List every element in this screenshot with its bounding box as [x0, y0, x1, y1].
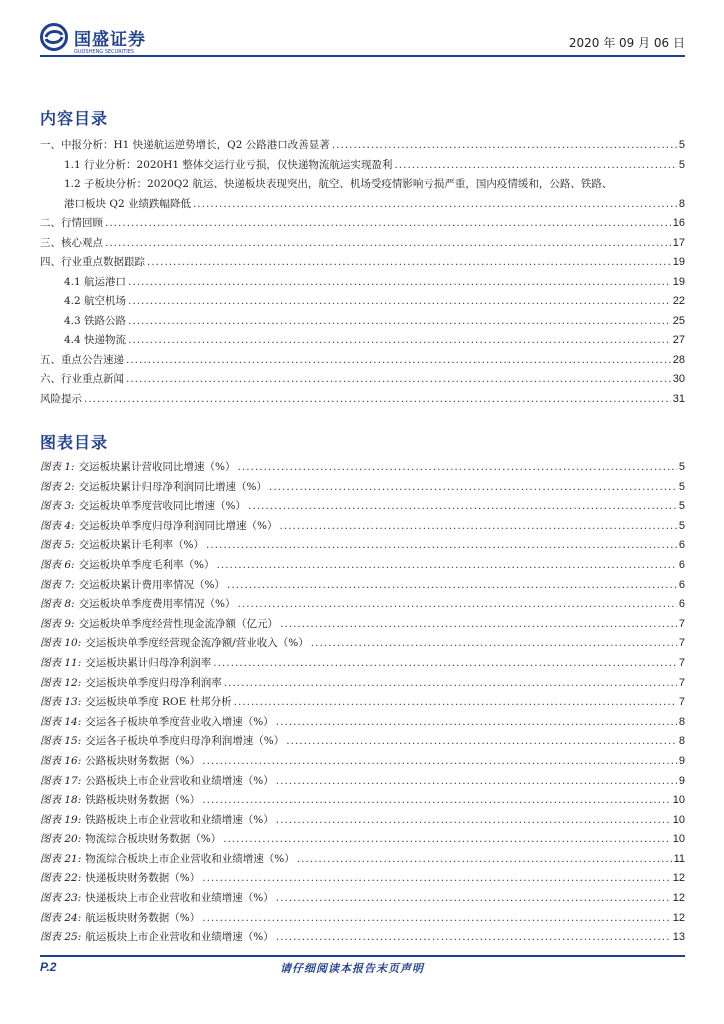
figure-entry-label: 航运板块上市企业营收和业绩增速（%）	[85, 931, 274, 944]
figure-entry-number: 图表 24:	[40, 911, 82, 924]
toc-entry-page: 25	[672, 314, 685, 327]
figure-entry-label: 物流综合板块财务数据（%）	[85, 833, 222, 846]
toc-entry[interactable]	[40, 156, 685, 176]
figure-entry-number: 图表 7:	[40, 578, 75, 591]
toc-entry[interactable]	[40, 175, 685, 195]
figure-entry-page: 6	[678, 558, 685, 571]
toc-leader-dots	[84, 390, 671, 410]
toc-entry-label: 一、中报分析：H1 快递航运逆势增长，Q2 公路港口改善显著	[40, 139, 330, 151]
figure-entry-page: 6	[678, 578, 685, 591]
figure-entry-page: 7	[678, 676, 685, 689]
figure-entry-number: 图表 20:	[40, 833, 82, 846]
figure-entry[interactable]	[40, 615, 685, 635]
figure-entry-label: 铁路板块财务数据（%）	[85, 794, 201, 807]
toc-entry-page: 5	[678, 139, 685, 151]
toc-leader-dots	[128, 292, 671, 312]
figure-entry[interactable]	[40, 889, 685, 909]
figure-entry-page: 6	[678, 539, 685, 552]
figure-entry-label: 交运板块单季度毛利率（%）	[78, 558, 215, 571]
figure-entry-label: 交运板块单季度经营现金流净额/营业收入（%）	[85, 637, 309, 650]
header-divider	[40, 55, 685, 57]
brand-name: 国盛证券	[74, 29, 146, 50]
figure-entry-page: 12	[672, 892, 685, 905]
figure-entry-number: 图表 1:	[40, 461, 75, 473]
figure-entry[interactable]	[40, 909, 685, 929]
toc-entry-label: 六、行业重点新闻	[40, 373, 124, 385]
figure-entry[interactable]	[40, 458, 685, 478]
figure-entry-number: 图表 6:	[40, 558, 75, 571]
figure-leader-dots	[311, 634, 677, 654]
figure-entry-number: 图表 16:	[40, 754, 82, 767]
toc-entry-page: 22	[672, 295, 685, 307]
figure-entry-label: 交运板块累计费用率情况（%）	[78, 578, 226, 591]
disclaimer-note: 请仔细阅读本报告末页声明	[280, 962, 424, 975]
toc-entry-label: 五、重点公告速递	[40, 353, 124, 366]
toc-entry-page: 16	[672, 217, 685, 229]
toc-entry-page: 19	[672, 256, 685, 268]
page-number: P.2	[40, 960, 57, 974]
figure-entry-number: 图表 18:	[40, 794, 82, 807]
figure-leader-dots	[202, 909, 671, 929]
figure-entry-page: 5	[678, 519, 685, 532]
figure-entry-page: 12	[672, 872, 685, 885]
toc-entry-page: 8	[678, 197, 685, 210]
toc-leader-dots	[394, 156, 676, 176]
figure-entry-number: 图表 25:	[40, 931, 82, 944]
toc-entry[interactable]	[40, 390, 685, 410]
figure-entry-label: 交运板块单季度 ROE 杜邦分析	[85, 696, 232, 709]
figure-entry-number: 图表 17:	[40, 774, 82, 787]
toc-leader-dots	[105, 214, 671, 234]
figure-entry-page: 10	[672, 794, 685, 807]
figure-entry[interactable]	[40, 674, 685, 694]
brand-logo	[40, 23, 146, 51]
toc-entry[interactable]	[40, 214, 685, 234]
figure-leader-dots	[276, 889, 671, 909]
figure-leader-dots	[202, 791, 671, 811]
toc-entry-label: 4.1 航运港口	[64, 275, 127, 288]
figure-entry-number: 图表 4:	[40, 519, 75, 532]
contents-title: 内容目录	[40, 109, 109, 128]
toc-entry-page: 5	[678, 158, 685, 171]
figure-entry[interactable]	[40, 928, 685, 948]
figure-entry-number: 图表 14:	[40, 715, 82, 728]
figure-entry[interactable]	[40, 811, 685, 831]
figure-entry-label: 交运各子板块单季度营业收入增速（%）	[85, 715, 274, 728]
figure-leader-dots	[223, 830, 671, 850]
figure-entry-page: 6	[678, 598, 685, 611]
figure-entry-label: 交运各子板块单季度归母净利润增速（%）	[85, 735, 285, 748]
figure-entry[interactable]	[40, 732, 685, 752]
toc-entry[interactable]	[40, 234, 685, 254]
toc-leader-dots	[128, 331, 671, 351]
toc-entry-page: 30	[672, 373, 685, 385]
figure-entry-page: 10	[672, 833, 685, 846]
figure-entry-number: 图表 12:	[40, 676, 82, 689]
figure-entry-page: 5	[678, 461, 685, 473]
figure-entry[interactable]	[40, 850, 685, 870]
report-date: 2020 年 09 月 06 日	[568, 36, 685, 50]
figure-leader-dots	[297, 850, 672, 870]
figure-entry-number: 图表 21:	[40, 852, 82, 865]
figure-entry-page: 8	[678, 715, 685, 728]
figure-entry[interactable]	[40, 654, 685, 674]
figure-entry-number: 图表 8:	[40, 598, 75, 611]
figure-entry[interactable]	[40, 556, 685, 576]
figure-leader-dots	[276, 713, 677, 733]
toc-entry-label: 4.2 航空机场	[64, 295, 127, 307]
toc-entry-label: 二、行情回顾	[40, 217, 103, 229]
toc-leader-dots	[128, 312, 671, 332]
toc-entry-page: 19	[672, 275, 685, 288]
figure-entry[interactable]	[40, 791, 685, 811]
figure-entry-number: 图表 13:	[40, 696, 82, 709]
figure-entry-number: 图表 3:	[40, 500, 75, 513]
guosheng-logo-icon	[40, 23, 68, 51]
figure-leader-dots	[234, 693, 677, 713]
figure-entry[interactable]	[40, 713, 685, 733]
figure-entry-label: 交运板块累计归母净利润同比增速（%）	[78, 480, 268, 493]
figure-entry[interactable]	[40, 869, 685, 889]
figure-entry-page: 5	[678, 480, 685, 493]
figure-leader-dots	[280, 517, 677, 537]
figure-entry[interactable]	[40, 497, 685, 517]
toc-entry-page: 27	[672, 334, 685, 346]
toc-leader-dots	[105, 234, 671, 254]
figure-entry-number: 图表 5:	[40, 539, 75, 552]
figure-entry-label: 铁路板块上市企业营收和业绩增速（%）	[85, 813, 274, 826]
figure-leader-dots	[286, 732, 677, 752]
toc-entry-label: 1.1 行业分析：2020H1 整体交运行业亏损，仅快递物流航运实现盈利	[64, 158, 393, 171]
figure-entry-label: 公路板块上市企业营收和业绩增速（%）	[85, 774, 274, 787]
figure-entry[interactable]	[40, 576, 685, 596]
figure-entry-label: 交运板块单季度经营性现金流净额（亿元）	[78, 617, 279, 630]
toc-entry-label: 4.3 铁路公路	[64, 314, 127, 327]
figure-leader-dots	[206, 536, 677, 556]
figure-entry-number: 图表 11:	[40, 656, 82, 669]
toc-entry[interactable]	[40, 312, 685, 332]
toc-leader-dots	[193, 195, 677, 215]
toc-entry[interactable]	[40, 370, 685, 390]
figure-entry-label: 交运板块单季度营收同比增速（%）	[78, 500, 247, 513]
figure-entry-label: 交运板块单季度费用率情况（%）	[78, 598, 236, 611]
toc-entry[interactable]	[40, 253, 685, 273]
figure-entry[interactable]	[40, 634, 685, 654]
toc-entry-label: 三、核心观点	[40, 236, 103, 249]
figure-entry[interactable]	[40, 830, 685, 850]
toc-entry-label: 1.2 子板块分析：2020Q2 航运、快递板块表现突出，航空、机场受疫情影响亏损严重，国内疫情缓和，公路、铁路、	[64, 178, 613, 190]
figure-leader-dots	[248, 497, 677, 517]
figure-leader-dots	[202, 752, 677, 772]
toc-entry-page: 31	[672, 392, 685, 405]
figure-entry-label: 交运板块累计归母净利润率	[85, 656, 212, 669]
figure-entry-number: 图表 9:	[40, 617, 75, 630]
toc-entry-page: 28	[672, 353, 685, 366]
figure-leader-dots	[202, 869, 671, 889]
figure-entry-label: 交运板块累计营收同比增速（%）	[78, 461, 236, 473]
figure-leader-dots	[238, 595, 677, 615]
toc-leader-dots	[128, 273, 671, 293]
figure-entry-page: 12	[672, 911, 685, 924]
figure-entry-page: 8	[678, 735, 685, 748]
figure-entry[interactable]	[40, 517, 685, 537]
toc-entry-page: 17	[672, 236, 685, 249]
contents-list	[40, 136, 685, 409]
toc-entry-label: 风险提示	[40, 392, 82, 405]
figure-entry-page: 7	[678, 656, 685, 669]
figure-entry-number: 图表 10:	[40, 637, 82, 650]
figures-title: 图表目录	[40, 433, 109, 452]
toc-leader-dots	[332, 136, 677, 156]
figure-entry-number: 图表 23:	[40, 892, 82, 905]
toc-entry[interactable]	[40, 292, 685, 312]
page-header	[40, 20, 685, 54]
toc-entry[interactable]	[40, 195, 685, 215]
figure-leader-dots	[276, 772, 677, 792]
figure-entry[interactable]	[40, 478, 685, 498]
figure-leader-dots	[224, 674, 677, 694]
toc-entry[interactable]	[40, 136, 685, 156]
figure-entry[interactable]	[40, 536, 685, 556]
figure-leader-dots	[213, 654, 677, 674]
figure-leader-dots	[227, 576, 677, 596]
figure-entry-page: 7	[678, 617, 685, 630]
toc-entry[interactable]	[40, 273, 685, 293]
toc-leader-dots	[126, 370, 671, 390]
figure-entry-page: 9	[678, 774, 685, 787]
figure-entry-label: 物流综合板块上市企业营收和业绩增速（%）	[85, 852, 295, 865]
figure-entry-page: 9	[678, 754, 685, 767]
figure-entry-label: 公路板块财务数据（%）	[85, 754, 201, 767]
figure-leader-dots	[269, 478, 677, 498]
figures-list	[40, 458, 685, 948]
toc-entry-label: 4.4 快递物流	[64, 334, 127, 346]
figure-entry-number: 图表 19:	[40, 813, 82, 826]
figure-entry-page: 10	[672, 813, 685, 826]
toc-leader-dots	[147, 253, 671, 273]
figure-leader-dots	[276, 811, 671, 831]
figure-entry[interactable]	[40, 772, 685, 792]
figure-entry-label: 交运板块累计毛利率（%）	[78, 539, 205, 552]
toc-entry[interactable]	[40, 331, 685, 351]
figure-entry-number: 图表 2:	[40, 480, 75, 493]
figure-entry-number: 图表 22:	[40, 872, 82, 885]
figure-leader-dots	[238, 458, 677, 478]
figure-entry-label: 航运板块财务数据（%）	[85, 911, 201, 924]
toc-leader-dots	[126, 351, 671, 371]
figure-entry-page: 11	[673, 852, 685, 865]
figure-entry-number: 图表 15:	[40, 735, 82, 748]
footer-divider	[40, 955, 685, 957]
figure-entry-label: 快递板块上市企业营收和业绩增速（%）	[85, 892, 274, 905]
figure-entry-label: 交运板块单季度归母净利润同比增速（%）	[78, 519, 278, 532]
figure-leader-dots	[276, 928, 671, 948]
figure-entry-page: 13	[672, 931, 685, 944]
figure-entry-label: 快递板块财务数据（%）	[85, 872, 201, 885]
toc-entry[interactable]	[40, 351, 685, 371]
figure-entry-label: 交运板块单季度归母净利润率	[85, 676, 222, 689]
figure-leader-dots	[217, 556, 677, 576]
figure-entry-page: 7	[678, 696, 685, 709]
figure-entry[interactable]	[40, 752, 685, 772]
toc-entry-label: 四、行业重点数据跟踪	[40, 256, 145, 268]
figure-entry[interactable]	[40, 595, 685, 615]
figure-entry-page: 7	[678, 637, 685, 650]
figure-leader-dots	[280, 615, 677, 635]
brand-subtext: GUOSHENG SECURITIES	[74, 49, 135, 55]
toc-entry-label: 港口板块 Q2 业绩跌幅降低	[64, 197, 191, 210]
figure-entry[interactable]	[40, 693, 685, 713]
figure-entry-page: 5	[678, 500, 685, 513]
